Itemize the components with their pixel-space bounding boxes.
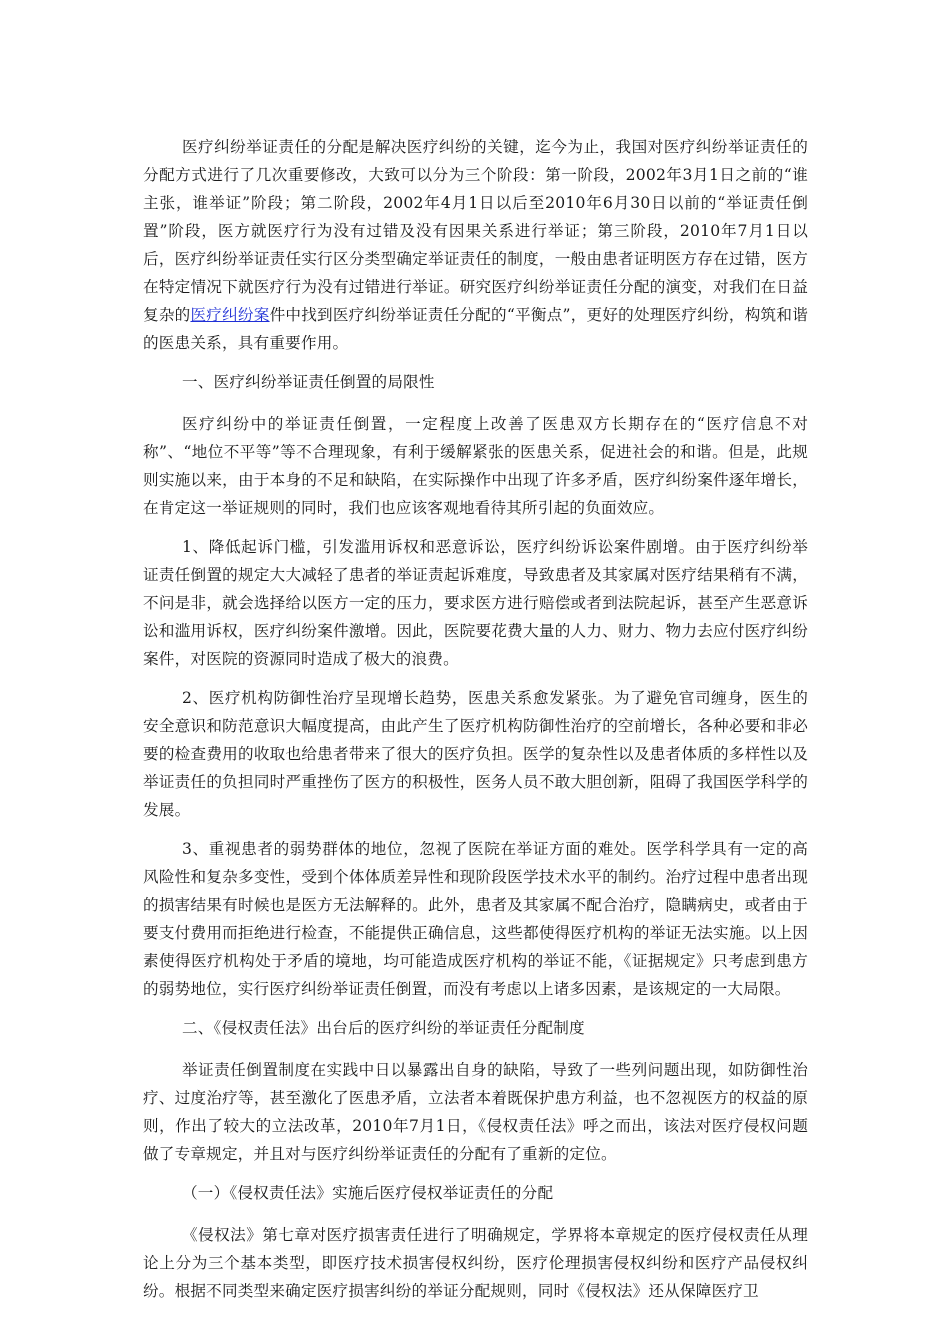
body-paragraph-7: 《侵权法》第七章对医疗损害责任进行了明确规定，学界将本章规定的医疗侵权责任从理论上分为三个基本类型，即医疗技术损害侵权纠纷，医疗伦理损害侵权纠纷和医疗产品侵权纠纷。根据不同类型来确定医疗损害纠纷的举证分配规则，同时《侵权法》还从保障医疗卫 — [143, 1226, 808, 1300]
intro-paragraph — [143, 133, 808, 357]
list-item-1-paragraph: 1、降低起诉门槛，引发滥用诉权和恶意诉讼，医疗纠纷诉讼案件剧增。由于医疗纠纷举证责任倒置的规定大大减轻了患者的举证责起诉难度，导致患者及其家属对医疗结果稍有不满，不问是非，就会选择给以医方一定的压力，要求医方进行赔偿或者到法院起诉，甚至产生恶意诉讼和滥用诉权，医疗纠纷案件激增。因此，医院要花费大量的人力、财力、物力去应付医疗纠纷案件，对医院的资源同时造成了极大的浪费。 — [143, 538, 808, 668]
list-item-3-paragraph: 3、重视患者的弱势群体的地位，忽视了医院在举证方面的难处。医学科学具有一定的高风险性和复杂多变性，受到个体体质差异性和现阶段医学技术水平的制约。治疗过程中患者出现的损害结果有时候也是医方无法解释的。此外，患者及其家属不配合治疗，隐瞒病史，或者由于要支付费用而拒绝进行检查，不能提供正确信息，这些都使得医疗机构的举证无法实施。以上因素使得医疗机构处于矛盾的境地，均可能造成医疗机构的举证不能，《证据规定》只考虑到患方的弱势地位，实行医疗纠纷举证责任倒置，而没有考虑以上诸多因素，是该规定的一大局限。 — [143, 840, 808, 998]
document-body — [143, 133, 808, 1316]
section-heading-2: 二、《侵权责任法》出台后的医疗纠纷的举证责任分配制度 — [182, 1019, 585, 1037]
list-item-2-paragraph: 2、医疗机构防御性治疗呈现增长趋势，医患关系愈发紧张。为了避免官司缠身，医生的安全意识和防范意识大幅度提高，由此产生了医疗机构防御性治疗的空前增长，各种必要和非必要的检查费用的收取也给患者带来了很大的医疗负担。医学的复杂性以及患者体质的多样性以及举证责任的负担同时严重挫伤了医方的积极性，医务人员不敢大胆创新，阻碍了我国医学科学的发展。 — [143, 689, 808, 819]
subsection-heading-1: （一）《侵权责任法》实施后医疗侵权举证责任的分配 — [182, 1184, 554, 1202]
body-paragraph-6: 举证责任倒置制度在实践中日以暴露出自身的缺陷，导致了一些列问题出现，如防御性治疗、过度治疗等，甚至激化了医患矛盾，立法者本着既保护患方利益，也不忽视医方的权益的原则，作出了较大的立法改革，2010年7月1日，《侵权责任法》呼之而出，该法对医疗侵权问题做了专章规定，并且对与医疗纠纷举证责任的分配有了重新的定位。 — [143, 1061, 808, 1163]
intro-text-after-link: 件中找到医疗纠纷举证责任分配的“平衡点”，更好的处理医疗纠纷，构筑和谐的医患关系，具有重要作用。 — [143, 306, 808, 352]
intro-text-before-link: 医疗纠纷举证责任的分配是解决医疗纠纷的关键，迄今为止，我国对医疗纠纷举证责任的分配方式进行了几次重要修改，大致可以分为三个阶段：第一阶段，2002年3月1日之前的“谁主张，谁举证”阶段；第二阶段，2002年4月1日以后至2010年6月30日以前的“举证责任倒置”阶段，医方就医疗行为没有过错及没有因果关系进行举证；第三阶段，2010年7月1日以后，医疗纠纷举证责任实行区分类型确定举证责任的制度，一般由患者证明医方存在过错，医方在特定情况下就医疗行为没有过错进行举证。研究医疗纠纷举证责任分配的演变，对我们在日益复杂的 — [143, 138, 808, 324]
section-heading-1: 一、医疗纠纷举证责任倒置的局限性 — [182, 373, 435, 391]
medical-dispute-case-link[interactable]: 医疗纠纷案 — [190, 306, 270, 324]
body-paragraph-2: 医疗纠纷中的举证责任倒置，一定程度上改善了医患双方长期存在的“医疗信息不对称”、“地位不平等”等不合理现象，有利于缓解紧张的医患关系，促进社会的和谐。但是，此规则实施以来，由于本身的不足和缺陷，在实际操作中出现了许多矛盾，医疗纠纷案件逐年增长，在肯定这一举证规则的同时，我们也应该客观地看待其所引起的负面效应。 — [143, 415, 808, 517]
